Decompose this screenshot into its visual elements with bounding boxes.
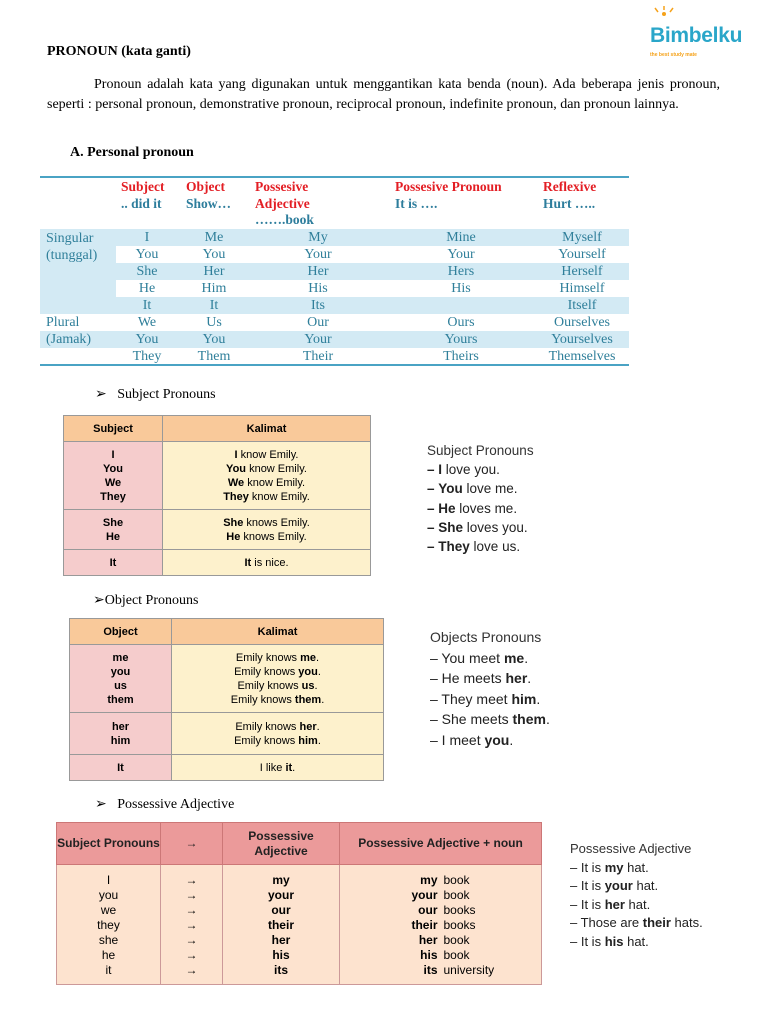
subject-sentences-1: I know Emily. You know Emily. We know Emily. They know Emily. bbox=[163, 442, 371, 510]
table-cell: Myself bbox=[562, 230, 602, 245]
subject-group-1: I You We They bbox=[64, 442, 163, 510]
arrow-icon: → bbox=[185, 888, 198, 902]
header-subject: Subject .. did it bbox=[121, 179, 165, 211]
pa-adjective-noun: their books bbox=[411, 918, 476, 932]
example-line: – It is her hat. bbox=[570, 896, 651, 912]
header-reflexive: Reflexive Hurt ….. bbox=[543, 179, 597, 211]
table-cell: It bbox=[209, 298, 219, 313]
group-plural: Plural (Jamak) bbox=[46, 315, 92, 347]
page-title: PRONOUN (kata ganti) bbox=[47, 44, 191, 59]
possessive-examples: Possessive Adjective – It is my hat. – It is your hat. – It is her hat. – Those are their hats. – It is his hat. bbox=[570, 840, 703, 952]
table-cell: We bbox=[137, 315, 157, 330]
pa-adjective: its bbox=[273, 963, 288, 977]
arrow-icon: → bbox=[185, 903, 198, 917]
table-cell: Yours bbox=[444, 332, 478, 347]
pa-adjective: their bbox=[267, 918, 294, 932]
table-cell: You bbox=[202, 332, 226, 347]
table-top-border bbox=[40, 176, 629, 178]
kalimat-col-header: Kalimat bbox=[163, 416, 371, 442]
intro-paragraph: Pronoun adalah kata yang digunakan untuk menggantikan kata benda (noun). Ada beberapa jenis pronoun, seperti : personal pronoun, demonstrative pronoun, reciprocal pronoun, indefinite pronoun, dan pronoun lainnya. bbox=[47, 77, 720, 112]
table-cell: Herself bbox=[561, 264, 603, 279]
pa-subject: we bbox=[100, 903, 117, 917]
pa-adjective-noun: her book bbox=[418, 933, 470, 947]
example-line: – You meet me. bbox=[430, 649, 529, 666]
table-cell: They bbox=[132, 349, 162, 364]
pa-subject: I bbox=[106, 873, 111, 887]
pa-header-adjective: Possessive Adjective bbox=[223, 823, 340, 865]
table-cell: His bbox=[451, 281, 471, 296]
table-cell: Hers bbox=[447, 264, 475, 279]
pa-adjective-noun: its university bbox=[423, 963, 495, 977]
pa-subject: you bbox=[98, 888, 119, 902]
group-singular: Singular (tunggal) bbox=[46, 231, 98, 263]
table-bottom-border bbox=[40, 364, 629, 366]
subject-sentences-3: It is nice. bbox=[163, 550, 371, 576]
table-cell: Your bbox=[304, 247, 332, 262]
table-cell: You bbox=[202, 247, 226, 262]
example-line: – It is his hat. bbox=[570, 933, 649, 949]
table-row bbox=[40, 348, 629, 365]
pa-adjective: her bbox=[271, 933, 291, 947]
table-cell: You bbox=[135, 332, 159, 347]
pa-header-arrow: → bbox=[161, 823, 223, 865]
pa-adjective: his bbox=[272, 948, 290, 962]
pa-arrow-list bbox=[161, 865, 223, 985]
pa-subject-list bbox=[57, 865, 161, 985]
example-line: – He meets her. bbox=[430, 670, 532, 687]
table-row bbox=[40, 246, 629, 263]
object-col-header: Object bbox=[70, 619, 172, 645]
table-cell: Your bbox=[304, 332, 332, 347]
pa-adjective: our bbox=[271, 903, 291, 917]
table-cell: Us bbox=[206, 315, 222, 330]
table-cell: Theirs bbox=[443, 349, 479, 364]
arrow-icon: → bbox=[185, 963, 198, 977]
object-group-2: her him bbox=[70, 713, 172, 755]
pa-subject: he bbox=[101, 948, 116, 962]
table-cell: Mine bbox=[446, 230, 476, 245]
kalimat-col-header: Kalimat bbox=[172, 619, 384, 645]
pa-header-adjective-noun: Possessive Adjective + noun bbox=[340, 823, 542, 865]
table-cell: Their bbox=[302, 349, 334, 364]
object-sentences-2: Emily knows her. Emily knows him. bbox=[172, 713, 384, 755]
table-row bbox=[40, 229, 629, 246]
table-cell: Your bbox=[447, 247, 475, 262]
table-cell: Them bbox=[197, 349, 231, 364]
object-sentences-1: Emily knows me. Emily knows you. Emily knows us. Emily knows them. bbox=[172, 645, 384, 713]
table-cell: Its bbox=[311, 298, 325, 313]
table-row bbox=[40, 331, 629, 348]
table-cell: Itself bbox=[567, 298, 597, 313]
bimbelku-logo bbox=[644, 6, 744, 66]
bullet-object-pronouns: ➢Object Pronouns bbox=[93, 593, 199, 608]
table-cell: Ourselves bbox=[554, 315, 610, 330]
pa-adjective-noun: your book bbox=[411, 888, 470, 902]
arrow-bullet-icon: ➢ bbox=[95, 387, 107, 402]
table-cell: Yourself bbox=[558, 247, 606, 262]
table-cell: Her bbox=[307, 264, 329, 279]
pa-adjective-noun: our books bbox=[418, 903, 476, 917]
object-group-1: me you us them bbox=[70, 645, 172, 713]
header-possessive-pronoun: Possesive Pronoun It is …. bbox=[395, 179, 502, 211]
example-line: – He loves me. bbox=[427, 500, 518, 516]
table-cell: I bbox=[144, 230, 150, 245]
example-line: – I love you. bbox=[427, 462, 500, 478]
pa-header-subject: Subject Pronouns bbox=[57, 823, 161, 865]
bullet-subject-pronouns: ➢ Subject Pronouns bbox=[95, 387, 216, 402]
pa-adjective-noun: my book bbox=[420, 873, 470, 887]
logo-wordmark: Bimbelku bbox=[650, 24, 743, 47]
table-cell: Me bbox=[204, 230, 224, 245]
header-object: Object Show… bbox=[186, 179, 232, 211]
arrow-icon: → bbox=[185, 918, 198, 932]
table-row bbox=[40, 280, 629, 297]
pa-subject: she bbox=[98, 933, 119, 947]
example-line: – She meets them. bbox=[430, 711, 550, 728]
table-cell: His bbox=[308, 281, 328, 296]
table-cell: She bbox=[136, 264, 158, 279]
table-row bbox=[40, 314, 629, 331]
example-line: – Those are their hats. bbox=[570, 915, 703, 931]
arrow-bullet-icon: ➢ bbox=[93, 593, 105, 608]
table-cell: He bbox=[138, 281, 156, 296]
example-line: – It is my hat. bbox=[570, 859, 649, 875]
table-cell: You bbox=[135, 247, 159, 262]
arrow-icon: → bbox=[185, 948, 198, 962]
bullet-possessive-adjective: ➢ Possessive Adjective bbox=[95, 797, 235, 812]
personal-pronoun-table bbox=[40, 176, 629, 368]
example-line: – It is your hat. bbox=[570, 878, 659, 894]
arrow-icon: → bbox=[185, 873, 198, 887]
subject-col-header: Subject bbox=[64, 416, 163, 442]
subject-sentences-2: She knows Emily. He knows Emily. bbox=[163, 510, 371, 550]
subject-group-2: She He bbox=[64, 510, 163, 550]
table-cell: Yourselves bbox=[551, 332, 613, 347]
arrow-bullet-icon: ➢ bbox=[95, 797, 107, 812]
table-cell: Our bbox=[307, 315, 329, 330]
section-heading-personal-pronoun: A. Personal pronoun bbox=[70, 145, 194, 160]
pa-subject: it bbox=[105, 963, 112, 977]
example-line: – They meet him. bbox=[430, 690, 541, 707]
pa-adjective: your bbox=[267, 888, 294, 902]
table-cell: Themselves bbox=[548, 349, 616, 364]
table-cell: My bbox=[308, 230, 328, 245]
pa-adjective-list bbox=[223, 865, 340, 985]
object-pronoun-table bbox=[69, 618, 384, 781]
table-cell: It bbox=[142, 298, 152, 313]
pa-adjective-noun-list bbox=[340, 865, 542, 985]
table-cell: Ours bbox=[447, 315, 475, 330]
subject-examples: Subject Pronouns – I love you. – You love me. – He loves me. – She loves you. – They love us. bbox=[427, 441, 534, 556]
subject-pronoun-table bbox=[63, 415, 371, 576]
example-line: – You love me. bbox=[427, 481, 518, 497]
pa-subject: they bbox=[97, 918, 120, 932]
table-cell: Him bbox=[201, 281, 227, 296]
object-examples: Objects Pronouns – You meet me. – He meets her. – They meet him. – She meets them. – I meet you. bbox=[430, 627, 550, 751]
pa-adjective: my bbox=[272, 873, 290, 887]
arrow-icon: → bbox=[185, 933, 198, 947]
subject-group-3: It bbox=[64, 550, 163, 576]
example-line: – I meet you. bbox=[430, 731, 514, 748]
table-row bbox=[40, 297, 629, 314]
header-possessive-adjective: Possesive Adjective …….book bbox=[255, 179, 314, 227]
possessive-adjective-table bbox=[56, 822, 542, 985]
object-group-3: It bbox=[70, 755, 172, 781]
table-cell: Himself bbox=[559, 281, 605, 296]
pa-adjective-noun: his book bbox=[420, 948, 470, 962]
table-cell: Her bbox=[203, 264, 225, 279]
table-row bbox=[40, 263, 629, 280]
object-sentences-3: I like it. bbox=[172, 755, 384, 781]
example-line: – She loves you. bbox=[427, 519, 528, 535]
example-line: – They love us. bbox=[427, 539, 521, 555]
logo-tagline: the best study mate bbox=[650, 52, 697, 58]
